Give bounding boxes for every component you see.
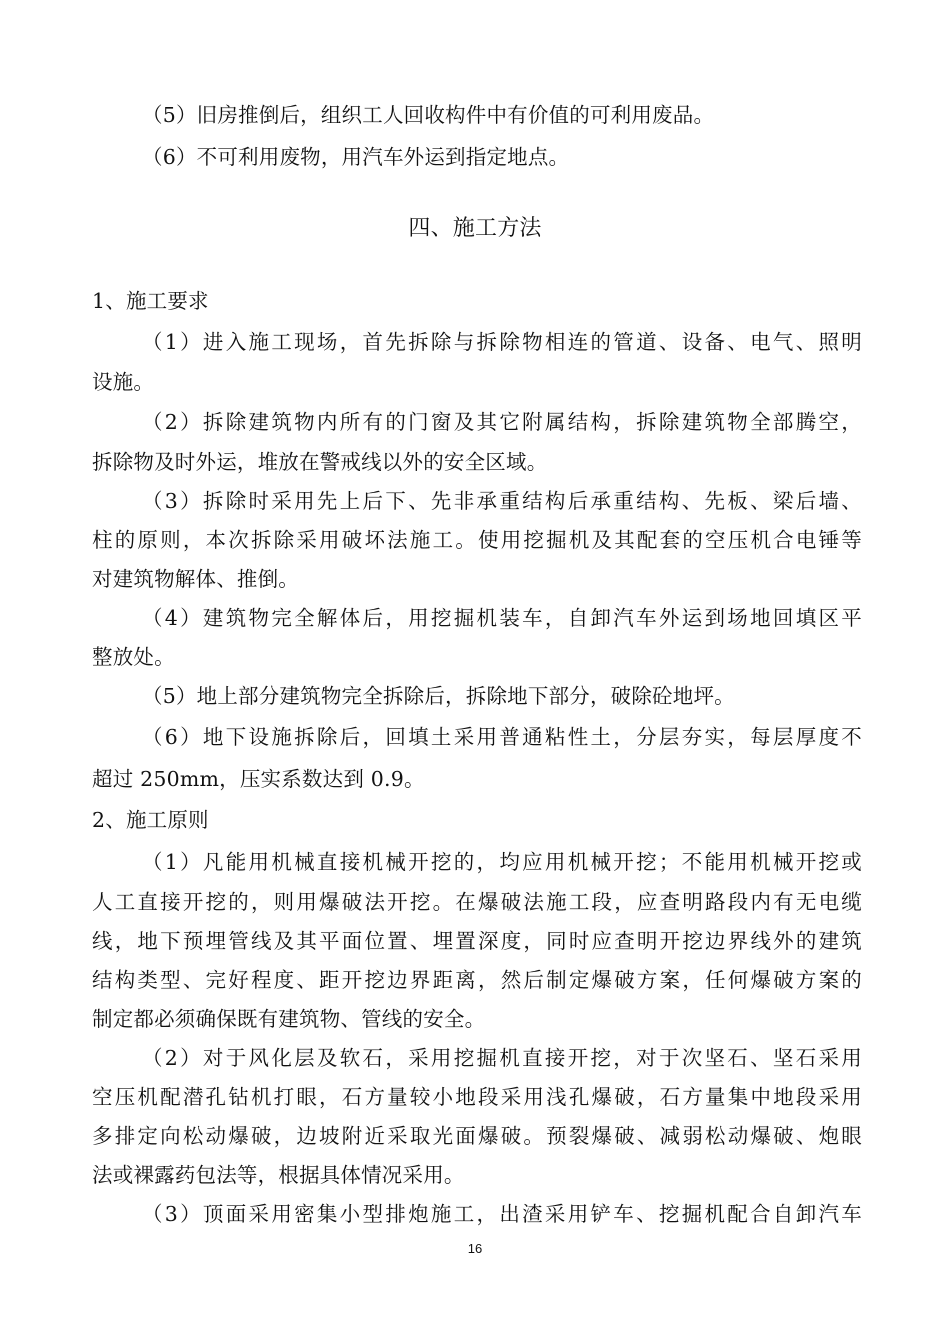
subheading-1: 1、施工要求 bbox=[92, 289, 209, 313]
prin-2-line-2: 空压机配潜孔钻机打眼，石方量较小地段采用浅孔爆破，石方量集中地段采用 bbox=[92, 1085, 862, 1109]
page-number: 16 bbox=[467, 1241, 483, 1256]
prin-1-line-5: 制定都必须确保既有建筑物、管线的安全。 bbox=[92, 1007, 486, 1031]
req-6-line-1: （6）地下设施拆除后，回填土采用普通粘性土，分层夯实，每层厚度不 bbox=[142, 725, 862, 749]
prin-1-line-4: 结构类型、完好程度、距开挖边界距离，然后制定爆破方案，任何爆破方案的 bbox=[92, 968, 862, 992]
req-3-line-1: （3）拆除时采用先上后下、先非承重结构后承重结构、先板、梁后墙、 bbox=[142, 489, 862, 513]
section-heading: 四、施工方法 bbox=[408, 216, 542, 241]
prin-2-line-4: 法或裸露药包法等，根据具体情况采用。 bbox=[92, 1163, 465, 1187]
req-4-line-1: （4）建筑物完全解体后，用挖掘机装车，自卸汽车外运到场地回填区平 bbox=[142, 606, 862, 630]
prin-2-line-1: （2）对于风化层及软石，采用挖掘机直接开挖，对于次坚石、坚石采用 bbox=[142, 1046, 862, 1070]
req-2-line-1: （2）拆除建筑物内所有的门窗及其它附属结构，拆除建筑物全部腾空， bbox=[142, 410, 862, 434]
req-6-line-2: 超过 250mm，压实系数达到 0.9。 bbox=[92, 767, 425, 791]
item-6-line-1: （6）不可利用废物，用汽车外运到指定地点。 bbox=[142, 145, 570, 169]
req-1-line-2: 设施。 bbox=[92, 370, 155, 394]
req-2-line-2: 拆除物及时外运，堆放在警戒线以外的安全区域。 bbox=[92, 450, 548, 474]
prin-1-line-1: （1）凡能用机械直接机械开挖的，均应用机械开挖；不能用机械开挖或 bbox=[142, 850, 862, 874]
prin-3-line-1: （3）顶面采用密集小型排炮施工，出渣采用铲车、挖掘机配合自卸汽车 bbox=[142, 1202, 862, 1226]
item-5-line-1: （5）旧房推倒后，组织工人回收构件中有价值的可利用废品。 bbox=[142, 103, 715, 127]
req-4-line-2: 整放处。 bbox=[92, 645, 175, 669]
req-3-line-2: 柱的原则，本次拆除采用破坏法施工。使用挖掘机及其配套的空压机合电锤等 bbox=[92, 528, 862, 552]
prin-2-line-3: 多排定向松动爆破，边坡附近采取光面爆破。预裂爆破、减弱松动爆破、炮眼 bbox=[92, 1124, 862, 1148]
subheading-2: 2、施工原则 bbox=[92, 808, 209, 832]
req-5-line-1: （5）地上部分建筑物完全拆除后，拆除地下部分，破除砼地坪。 bbox=[142, 684, 735, 708]
prin-1-line-2: 人工直接开挖的，则用爆破法开挖。在爆破法施工段，应查明路段内有无电缆 bbox=[92, 890, 862, 914]
req-3-line-3: 对建筑物解体、推倒。 bbox=[92, 567, 299, 591]
req-1-line-1: （1）进入施工现场，首先拆除与拆除物相连的管道、设备、电气、照明 bbox=[142, 330, 862, 354]
prin-1-line-3: 线，地下预埋管线及其平面位置、埋置深度，同时应查明开挖边界线外的建筑 bbox=[92, 929, 862, 953]
